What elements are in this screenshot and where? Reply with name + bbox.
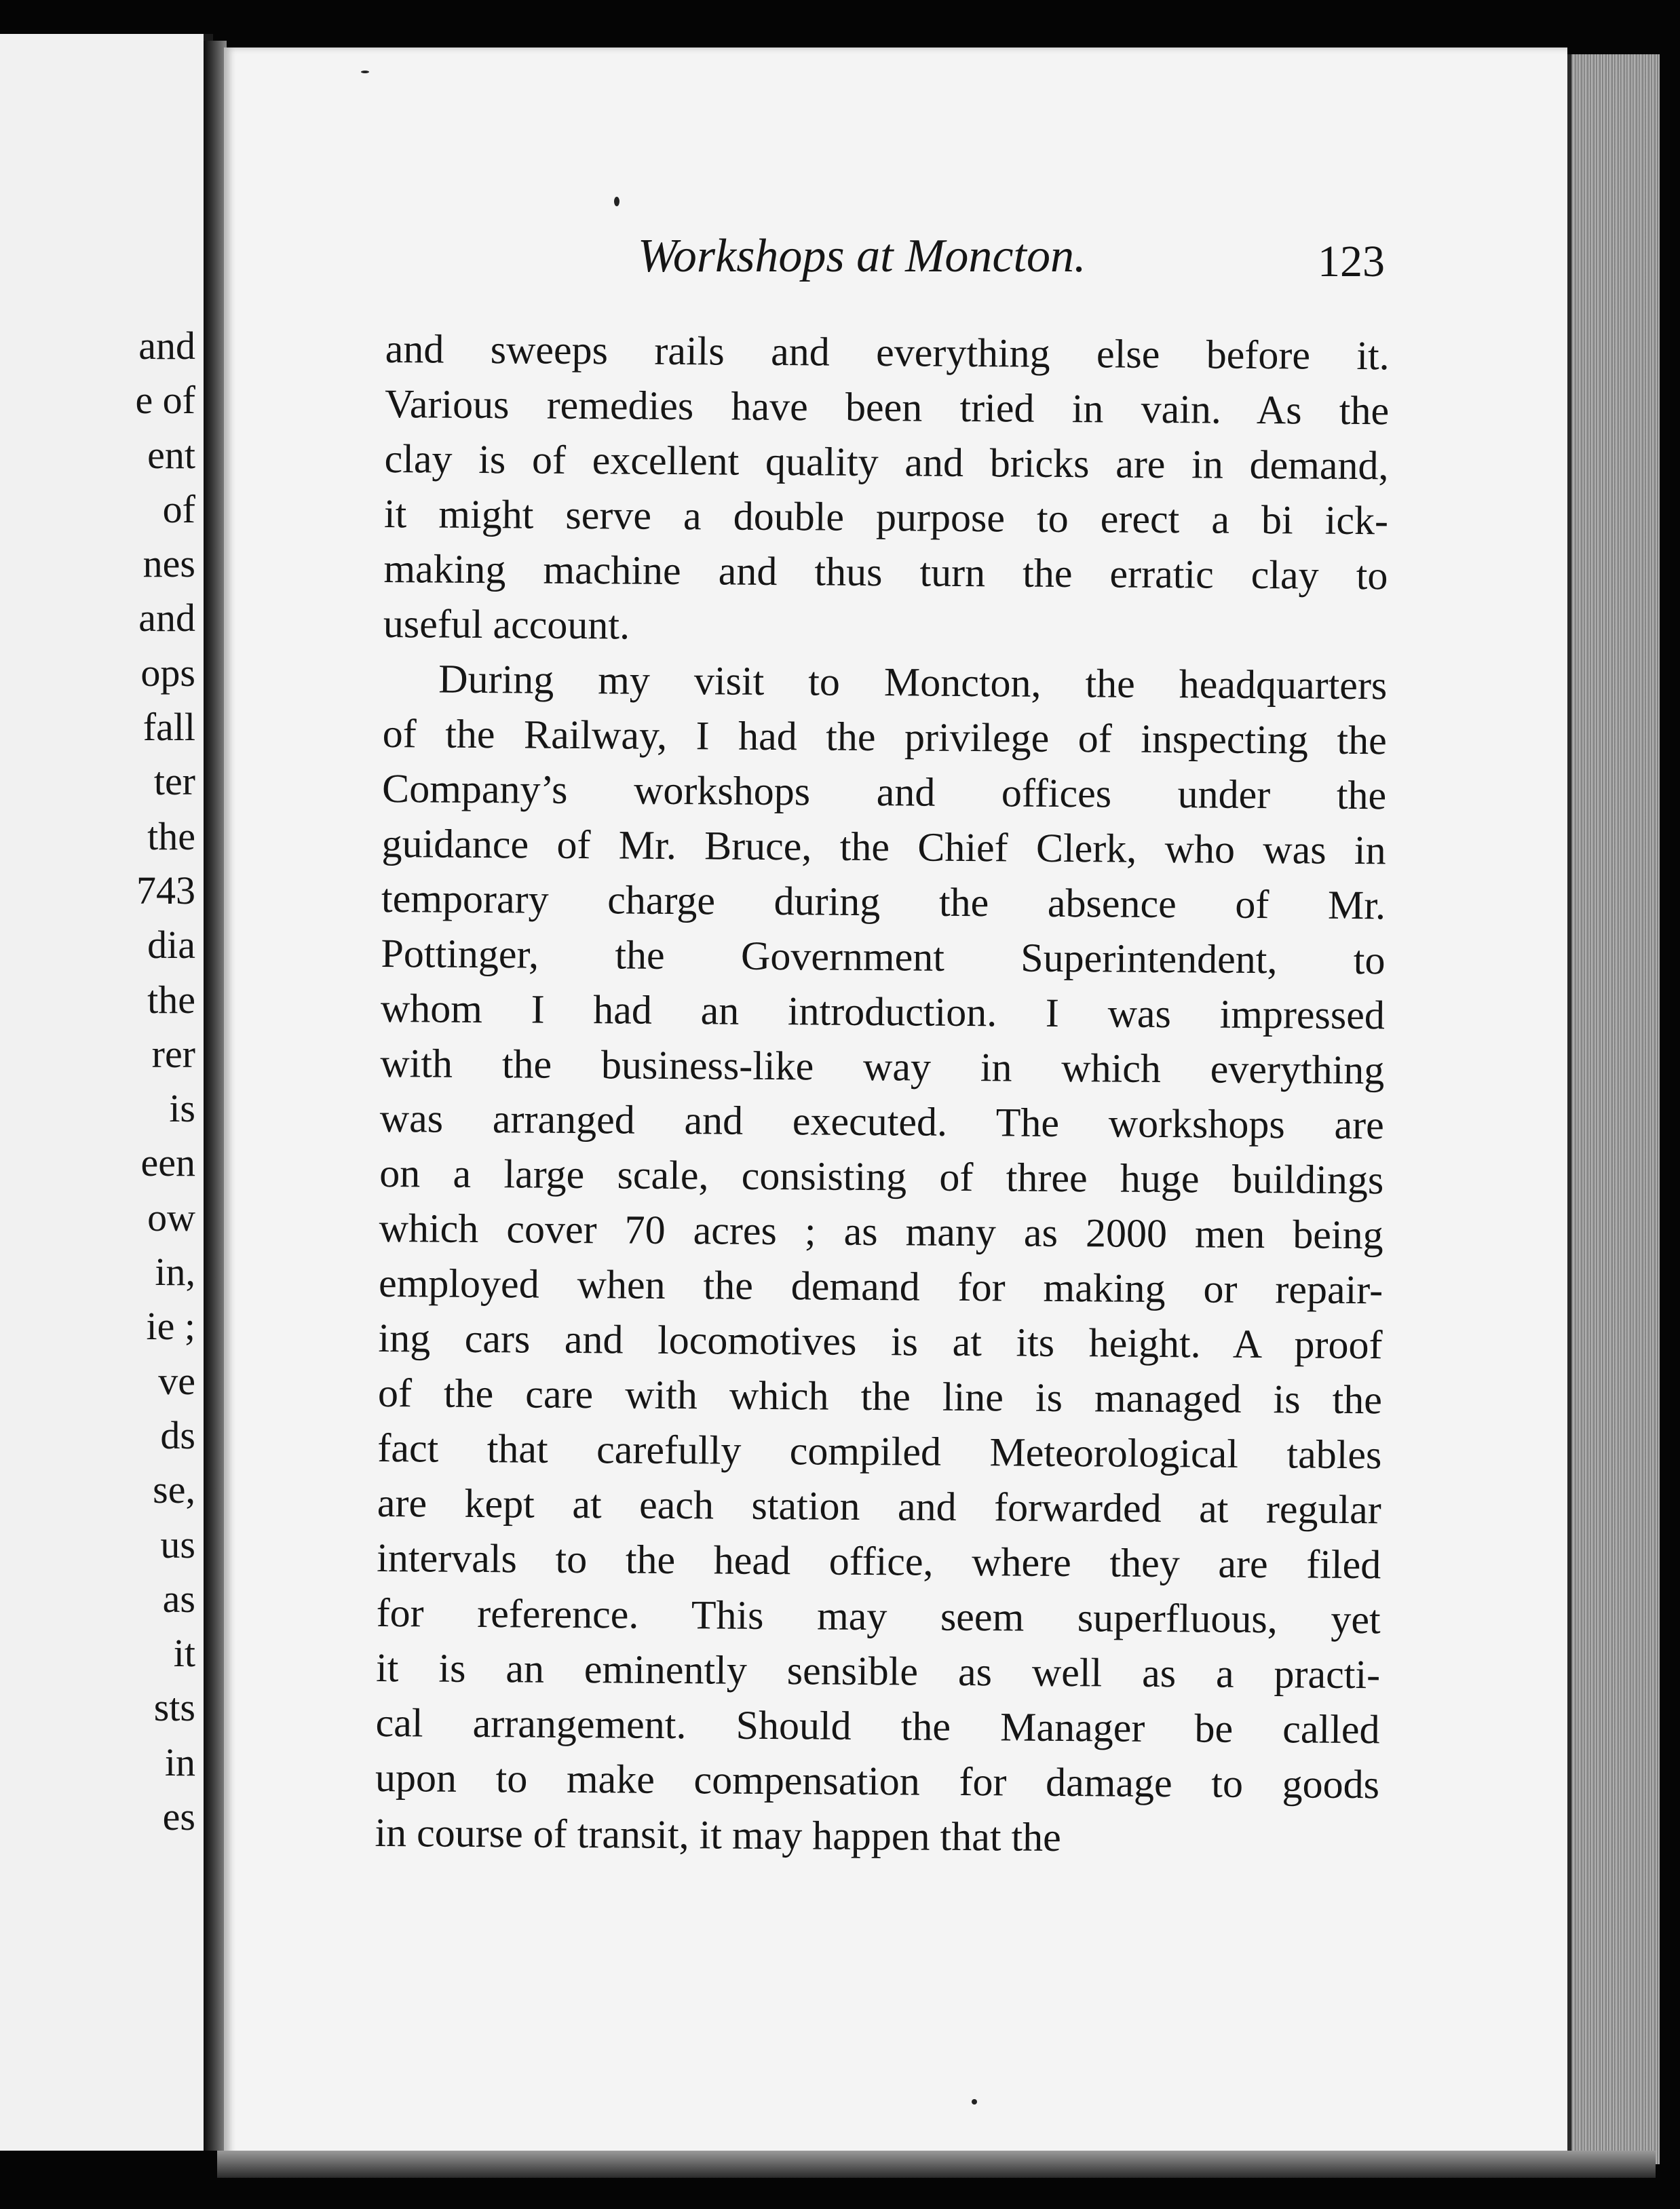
text-line: which cover 70 acres ; as many as 2000 men being [379, 1205, 1383, 1258]
page-number: 123 [1318, 237, 1385, 286]
paragraph [383, 322, 1390, 658]
text-line: in course of transit, it may happen that the [375, 1809, 1062, 1860]
left-page-fragment: the [147, 977, 195, 1022]
text-line: cal arrangement. Should the Manager be called [375, 1699, 1380, 1752]
left-page-fragment: een [140, 1140, 195, 1185]
left-page-fragment: ent [147, 432, 195, 477]
ink-speck [361, 71, 369, 73]
text-line: it might serve a double purpose to erect a bi ick- [383, 491, 1389, 543]
text-line: of the Railway, I had the privilege of inspecting the [382, 710, 1387, 763]
left-page-fragment: ow [147, 1195, 195, 1240]
text-line: with the business-like way in which everything [380, 1040, 1385, 1093]
text-line: it is an eminently sensible as well as a practi- [375, 1645, 1381, 1697]
left-page-fragment: es [162, 1794, 195, 1839]
book-gutter [204, 41, 227, 2151]
text-line: guidance of Mr. Bruce, the Chief Clerk, who was in [381, 820, 1386, 873]
left-page-fragment: and [138, 324, 195, 368]
left-page-fragment: us [160, 1522, 195, 1567]
left-page-fragment: ie ; [146, 1304, 195, 1349]
text-line: Various remedies have been tried in vain. As the [384, 381, 1390, 434]
text-line: was arranged and executed. The workshops are [379, 1095, 1384, 1148]
left-page-fragment: se, [153, 1467, 195, 1512]
running-head: Workshops at Moncton. [638, 230, 1086, 282]
text-line: for reference. This may seem superfluous, yet [376, 1590, 1381, 1643]
text-line: During my visit to Moncton, the headquarters [438, 656, 1388, 708]
left-page-fragment: as [162, 1576, 195, 1621]
text-line: upon to make compensation for damage to goods [375, 1754, 1380, 1807]
text-line: on a large scale, consisting of three huge buildings [379, 1150, 1384, 1203]
text-line: ing cars and locomotives is at its height. A proof [378, 1315, 1383, 1368]
left-page-fragment: ds [160, 1413, 195, 1457]
left-page-fragment: and [138, 596, 195, 640]
text-line: Pottinger, the Government Superintendent, to [381, 930, 1386, 983]
text-line: employed when the demand for making or repair- [378, 1260, 1383, 1313]
left-page-fragment: 743 [136, 868, 195, 913]
left-page-fragment: in [164, 1740, 195, 1784]
left-page-fragment: ter [153, 759, 195, 804]
text-line: Company’s workshops and offices under the [381, 765, 1387, 818]
left-page-fragment: it [173, 1631, 195, 1676]
text-line: temporary charge during the absence of Mr. [381, 875, 1386, 928]
body-text [375, 322, 1390, 1867]
ink-speck [614, 197, 619, 206]
text-line: fact that carefully compiled Meteorological tables [377, 1425, 1382, 1478]
left-page-fragment: rer [151, 1031, 195, 1076]
left-page-fragment: e of [135, 378, 195, 423]
left-page-fragment: the [147, 813, 195, 858]
left-page-fragment: fall [142, 705, 195, 750]
text-line: whom I had an introduction. I was impressed [380, 985, 1386, 1038]
left-page-fragment: ops [140, 650, 195, 695]
text-line: intervals to the head office, where they are filed [377, 1535, 1381, 1588]
left-page-fragment: is [169, 1086, 195, 1131]
ink-speck [972, 2099, 977, 2105]
book-bottom-edge [217, 2151, 1656, 2178]
left-facing-page [0, 34, 213, 2151]
text-line: making machine and thus turn the erratic clay to [383, 545, 1388, 598]
page-stack-edge [1567, 54, 1660, 2164]
text-line: clay is of excellent quality and bricks are in demand, [384, 436, 1389, 488]
left-page-fragment: dia [147, 923, 195, 967]
left-page-fragment: of [162, 486, 195, 531]
text-line: and sweeps rails and everything else before it. [385, 326, 1390, 379]
left-page-text-fragments [0, 319, 195, 1844]
text-line: of the care with which the line is managed is the [377, 1370, 1383, 1423]
left-page-fragment: nes [142, 541, 195, 586]
left-page-fragment: ve [158, 1358, 195, 1403]
paragraph [375, 651, 1387, 1867]
text-line: are kept at each station and forwarded at regular [377, 1480, 1382, 1533]
left-page-fragment: in, [155, 1250, 195, 1294]
left-page-fragment: sts [153, 1685, 195, 1730]
text-line: useful account. [383, 600, 630, 648]
